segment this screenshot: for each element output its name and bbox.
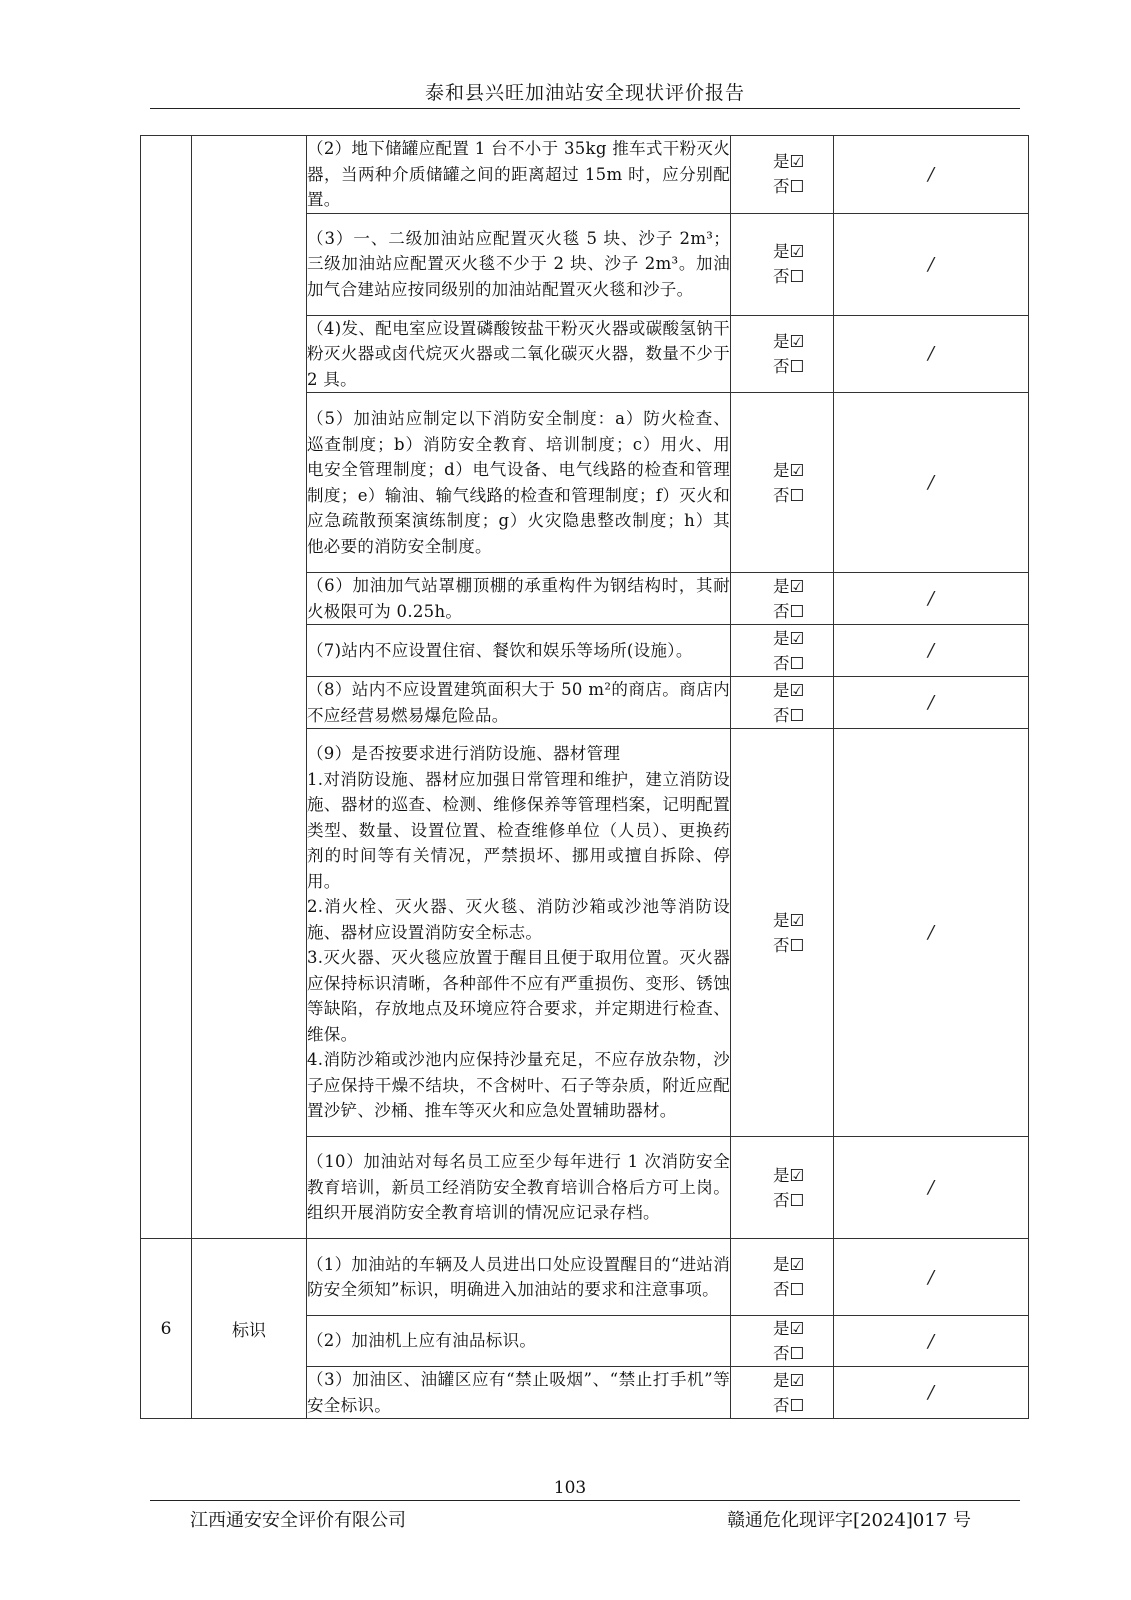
company-name: 江西通安安全评价有限公司 bbox=[190, 1510, 406, 1531]
check-content-cell: （9）是否按要求进行消防设施、器材管理 1.对消防设施、器材应加强日常管理和维护，建立消防设施、器材的巡查、检测、维修保养等管理档案，记明配置类型、数量、设置位置、检查维修单位（人员）、更换药剂的时间等有关情况，严禁损坏、挪用或擅自拆除、停用。 2.消火栓、灭火器、灭火毯、消防沙箱或沙池等消防设施、器材应设置消防安全标志。 3.灭火器、灭火毯应放置于醒目且便于取用位置。灭火器应保持标识清晰，各种部件不应有严重损伤、变形、锈蚀等缺陷，存放地点及环境应符合要求，并定期进行检查、维保。 4.消防沙箱或沙池内应保持沙量充足，不应存放杂物，沙子应保持干燥不结块，不含树叶、石子等杂质，附近应配置沙铲、沙桶、推车等灭火和应急处置辅助器材。 bbox=[307, 729, 731, 1137]
check-content-cell: （3）一、二级加油站应配置灭火毯 5 块、沙子 2m³；三级加油站应配置灭火毯不少于 2 块、沙子 2m³。加油加气合建站应按同级别的加油站配置灭火毯和沙子。 bbox=[307, 213, 731, 315]
remark-cell: / bbox=[834, 1367, 1029, 1419]
yes-checkbox[interactable]: 是☑ bbox=[773, 152, 805, 172]
yes-checkbox[interactable]: 是☑ bbox=[773, 1370, 805, 1390]
item-category-cell bbox=[192, 136, 307, 1239]
result-options-cell bbox=[731, 315, 834, 393]
result-options-cell bbox=[731, 1316, 834, 1367]
table-row bbox=[141, 136, 1029, 214]
header-divider bbox=[150, 108, 1020, 109]
no-checkbox[interactable]: 否☐ bbox=[773, 485, 805, 505]
check-content-cell: （6）加油加气站罩棚顶棚的承重构件为钢结构时，其耐火极限可为 0.25h。 bbox=[307, 573, 731, 625]
no-checkbox[interactable]: 否☐ bbox=[773, 1344, 805, 1363]
document-number: 赣通危化现评字[2024]017 号 bbox=[727, 1510, 971, 1531]
footer-divider bbox=[150, 1500, 1020, 1501]
result-options-cell bbox=[731, 393, 834, 573]
fire-safety-checklist-table bbox=[140, 135, 1029, 1419]
yes-checkbox[interactable]: 是☑ bbox=[773, 1165, 805, 1185]
remark-cell: / bbox=[834, 393, 1029, 573]
no-checkbox[interactable]: 否☐ bbox=[773, 1395, 805, 1415]
no-checkbox[interactable]: 否☐ bbox=[773, 267, 805, 286]
remark-cell: / bbox=[834, 136, 1029, 214]
check-content-cell: （8）站内不应设置建筑面积大于 50 m²的商店。商店内不应经营易燃易爆危险品。 bbox=[307, 677, 731, 729]
result-options-cell bbox=[731, 213, 834, 315]
remark-cell: / bbox=[834, 677, 1029, 729]
table-row bbox=[141, 1239, 1029, 1316]
result-options-cell bbox=[731, 625, 834, 677]
check-content-cell: （5）加油站应制定以下消防安全制度：a）防火检查、巡查制度；b）消防安全教育、培训制度；c）用火、用电安全管理制度；d）电气设备、电气线路的检查和管理制度；e）输油、输气线路的检查和管理制度；f）灭火和应急疏散预案演练制度；g）火灾隐患整改制度；h）其他必要的消防安全制度。 bbox=[307, 393, 731, 573]
check-content-cell: （2）地下储罐应配置 1 台不小于 35kg 推车式干粉灭火器，当两种介质储罐之间的距离超过 15m 时，应分别配置。 bbox=[307, 136, 731, 214]
yes-checkbox[interactable]: 是☑ bbox=[773, 460, 805, 480]
yes-checkbox[interactable]: 是☑ bbox=[773, 242, 805, 261]
yes-checkbox[interactable]: 是☑ bbox=[773, 628, 805, 648]
result-options-cell bbox=[731, 677, 834, 729]
check-content-cell: （2）加油机上应有油品标识。 bbox=[307, 1316, 731, 1367]
result-options-cell bbox=[731, 729, 834, 1137]
result-options-cell bbox=[731, 1137, 834, 1239]
remark-cell: / bbox=[834, 625, 1029, 677]
check-content-cell: （4)发、配电室应设置磷酸铵盐干粉灭火器或碳酸氢钠干粉灭火器或卤代烷灭火器或二氧化碳灭火器，数量不少于 2 具。 bbox=[307, 315, 731, 393]
no-checkbox[interactable]: 否☐ bbox=[773, 653, 805, 673]
yes-checkbox[interactable]: 是☑ bbox=[773, 680, 805, 700]
check-content-cell: （3）加油区、油罐区应有“禁止吸烟”、“禁止打手机”等安全标识。 bbox=[307, 1367, 731, 1419]
result-options-cell bbox=[731, 573, 834, 625]
no-checkbox[interactable]: 否☐ bbox=[773, 1190, 805, 1210]
remark-cell: / bbox=[834, 213, 1029, 315]
remark-cell: / bbox=[834, 315, 1029, 393]
no-checkbox[interactable]: 否☐ bbox=[773, 935, 805, 955]
yes-checkbox[interactable]: 是☑ bbox=[773, 1255, 805, 1274]
remark-cell: / bbox=[834, 729, 1029, 1137]
no-checkbox[interactable]: 否☐ bbox=[773, 356, 805, 376]
result-options-cell bbox=[731, 136, 834, 214]
remark-cell: / bbox=[834, 1239, 1029, 1316]
no-checkbox[interactable]: 否☐ bbox=[773, 601, 805, 621]
page-number: 103 bbox=[553, 1478, 587, 1498]
result-options-cell bbox=[731, 1367, 834, 1419]
remark-cell: / bbox=[834, 1316, 1029, 1367]
yes-checkbox[interactable]: 是☑ bbox=[773, 1319, 805, 1338]
item-number-cell: 6 bbox=[141, 1239, 192, 1419]
page-header-title: 泰和县兴旺加油站安全现状评价报告 bbox=[424, 82, 745, 104]
check-content-cell: （1）加油站的车辆及人员进出口处应设置醒目的“进站消防安全须知”标识，明确进入加油站的要求和注意事项。 bbox=[307, 1239, 731, 1316]
yes-checkbox[interactable]: 是☑ bbox=[773, 910, 805, 930]
item-number-cell bbox=[141, 136, 192, 1239]
yes-checkbox[interactable]: 是☑ bbox=[773, 331, 805, 351]
yes-checkbox[interactable]: 是☑ bbox=[773, 576, 805, 596]
no-checkbox[interactable]: 否☐ bbox=[773, 177, 805, 197]
check-content-cell: （10）加油站对每名员工应至少每年进行 1 次消防安全教育培训，新员工经消防安全教育培训合格后方可上岗。组织开展消防安全教育培训的情况应记录存档。 bbox=[307, 1137, 731, 1239]
no-checkbox[interactable]: 否☐ bbox=[773, 1280, 805, 1299]
item-category-cell: 标识 bbox=[192, 1239, 307, 1419]
result-options-cell bbox=[731, 1239, 834, 1316]
no-checkbox[interactable]: 否☐ bbox=[773, 705, 805, 725]
remark-cell: / bbox=[834, 1137, 1029, 1239]
remark-cell: / bbox=[834, 573, 1029, 625]
check-content-cell: （7)站内不应设置住宿、餐饮和娱乐等场所(设施）。 bbox=[307, 625, 731, 677]
